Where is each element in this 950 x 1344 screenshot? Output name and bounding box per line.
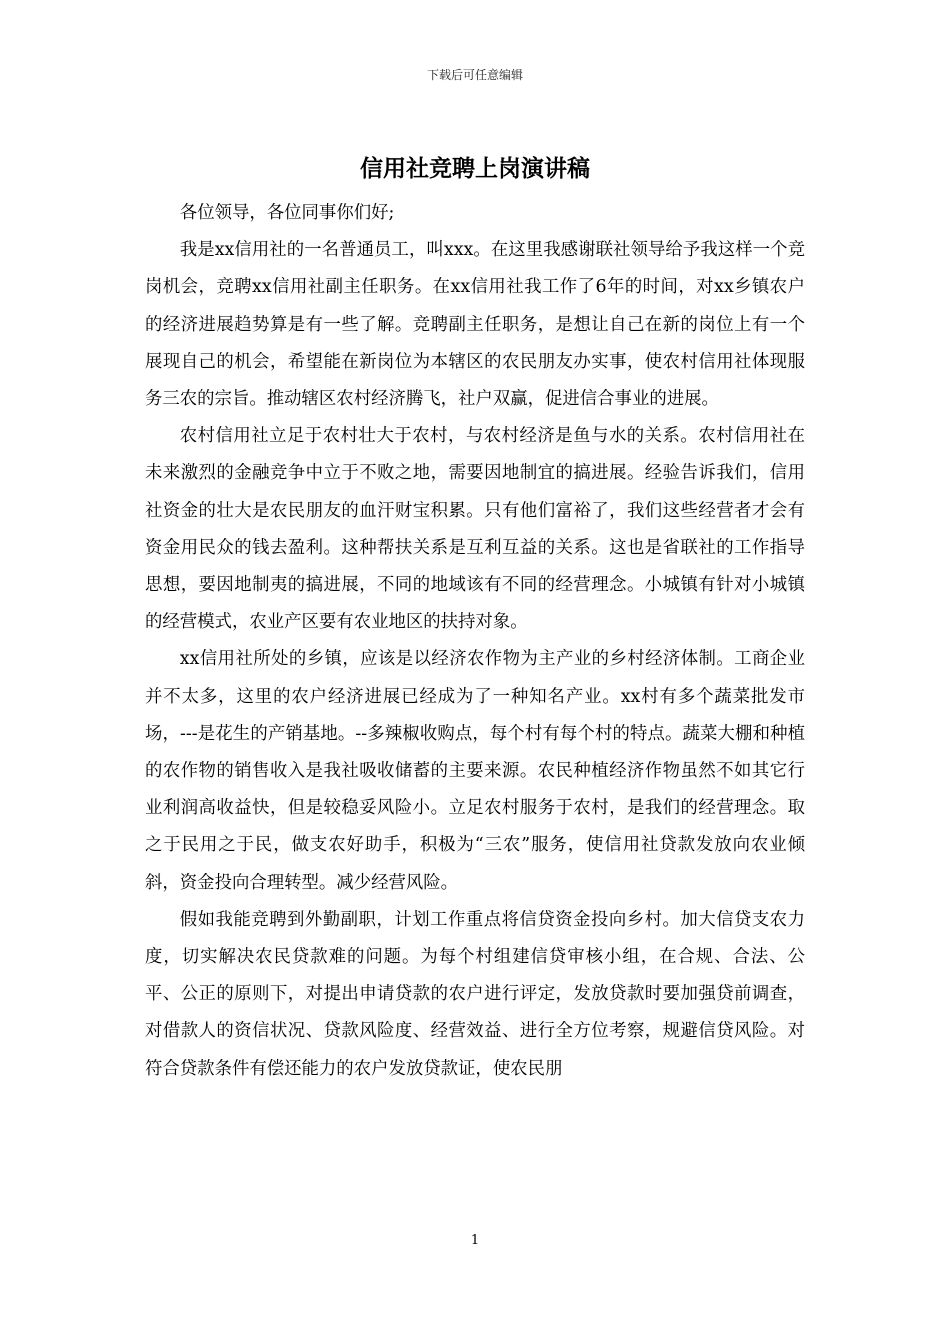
page-number: 1 bbox=[470, 1233, 480, 1248]
document-title: 信用社竞聘上岗演讲稿 bbox=[360, 156, 590, 182]
paragraph-local-economy: xx信用社所处的乡镇，应该是以经济农作物为主产业的乡村经济体制。工商企业并不太多，这里的农户经济进展已经成为了一种知名产业。xx村有多个蔬菜批发市场，---是花生的产销基地。--多辣椒收购点，每个村有每个村的特点。蔬菜大棚和种植的农作物的销售收入是我社吸收储蓄的主要来源。农民种植经济作物虽然不如其它行业利润高收益快，但是较稳妥风险小。立足农村服务于农村，是我们的经营理念。取之于民用之于民，做支农好助手，积极为“三农”服务，使信用社贷款发放向农业倾斜，资金投向合理转型。减少经营风险。 bbox=[145, 649, 805, 893]
document-body bbox=[145, 195, 805, 1088]
paragraph-greeting: 各位领导，各位同事你们好; bbox=[179, 203, 395, 223]
paragraph-introduction: 我是xx信用社的一名普通员工，叫xxx。在这里我感谢联社领导给予我这样一个竞岗机会，竞聘xx信用社副主任职务。在xx信用社我工作了6年的时间，对xx乡镇农户的经济进展趋势算是有一些了解。竞聘副主任职务，是想让自己在新的岗位上有一个展现自己的机会，希望能在新岗位为本辖区的农民朋友办实事，使农村信用社体现服务三农的宗旨。推动辖区农村经济腾飞，社户双赢，促进信合事业的进展。 bbox=[145, 240, 805, 410]
page-header-note: 下载后可任意编辑 bbox=[426, 68, 523, 82]
paragraph-work-plan: 假如我能竞聘到外勤副职，计划工作重点将信贷资金投向乡村。加大信贷支农力度，切实解决农民贷款难的问题。为每个村组建信贷审核小组，在合规、合法、公平、公正的原则下，对提出申请贷款的农户进行评定，发放贷款时要加强贷前调查，对借款人的资信状况、贷款风险度、经营效益、进行全方位考察，规避信贷风险。对符合贷款条件有偿还能力的农户发放贷款证，使农民朋 bbox=[145, 909, 805, 1079]
paragraph-rural-relationship: 农村信用社立足于农村壮大于农村，与农村经济是鱼与水的关系。农村信用社在未来激烈的金融竞争中立于不败之地，需要因地制宜的搞进展。经验告诉我们，信用社资金的壮大是农民朋友的血汗财宝积累。只有他们富裕了，我们这些经营者才会有资金用民众的钱去盈利。这种帮扶关系是互利互益的关系。这也是省联社的工作指导思想，要因地制夷的搞进展，不同的地域该有不同的经营理念。小城镇有针对小城镇的经营模式，农业产区要有农业地区的扶持对象。 bbox=[145, 426, 805, 633]
